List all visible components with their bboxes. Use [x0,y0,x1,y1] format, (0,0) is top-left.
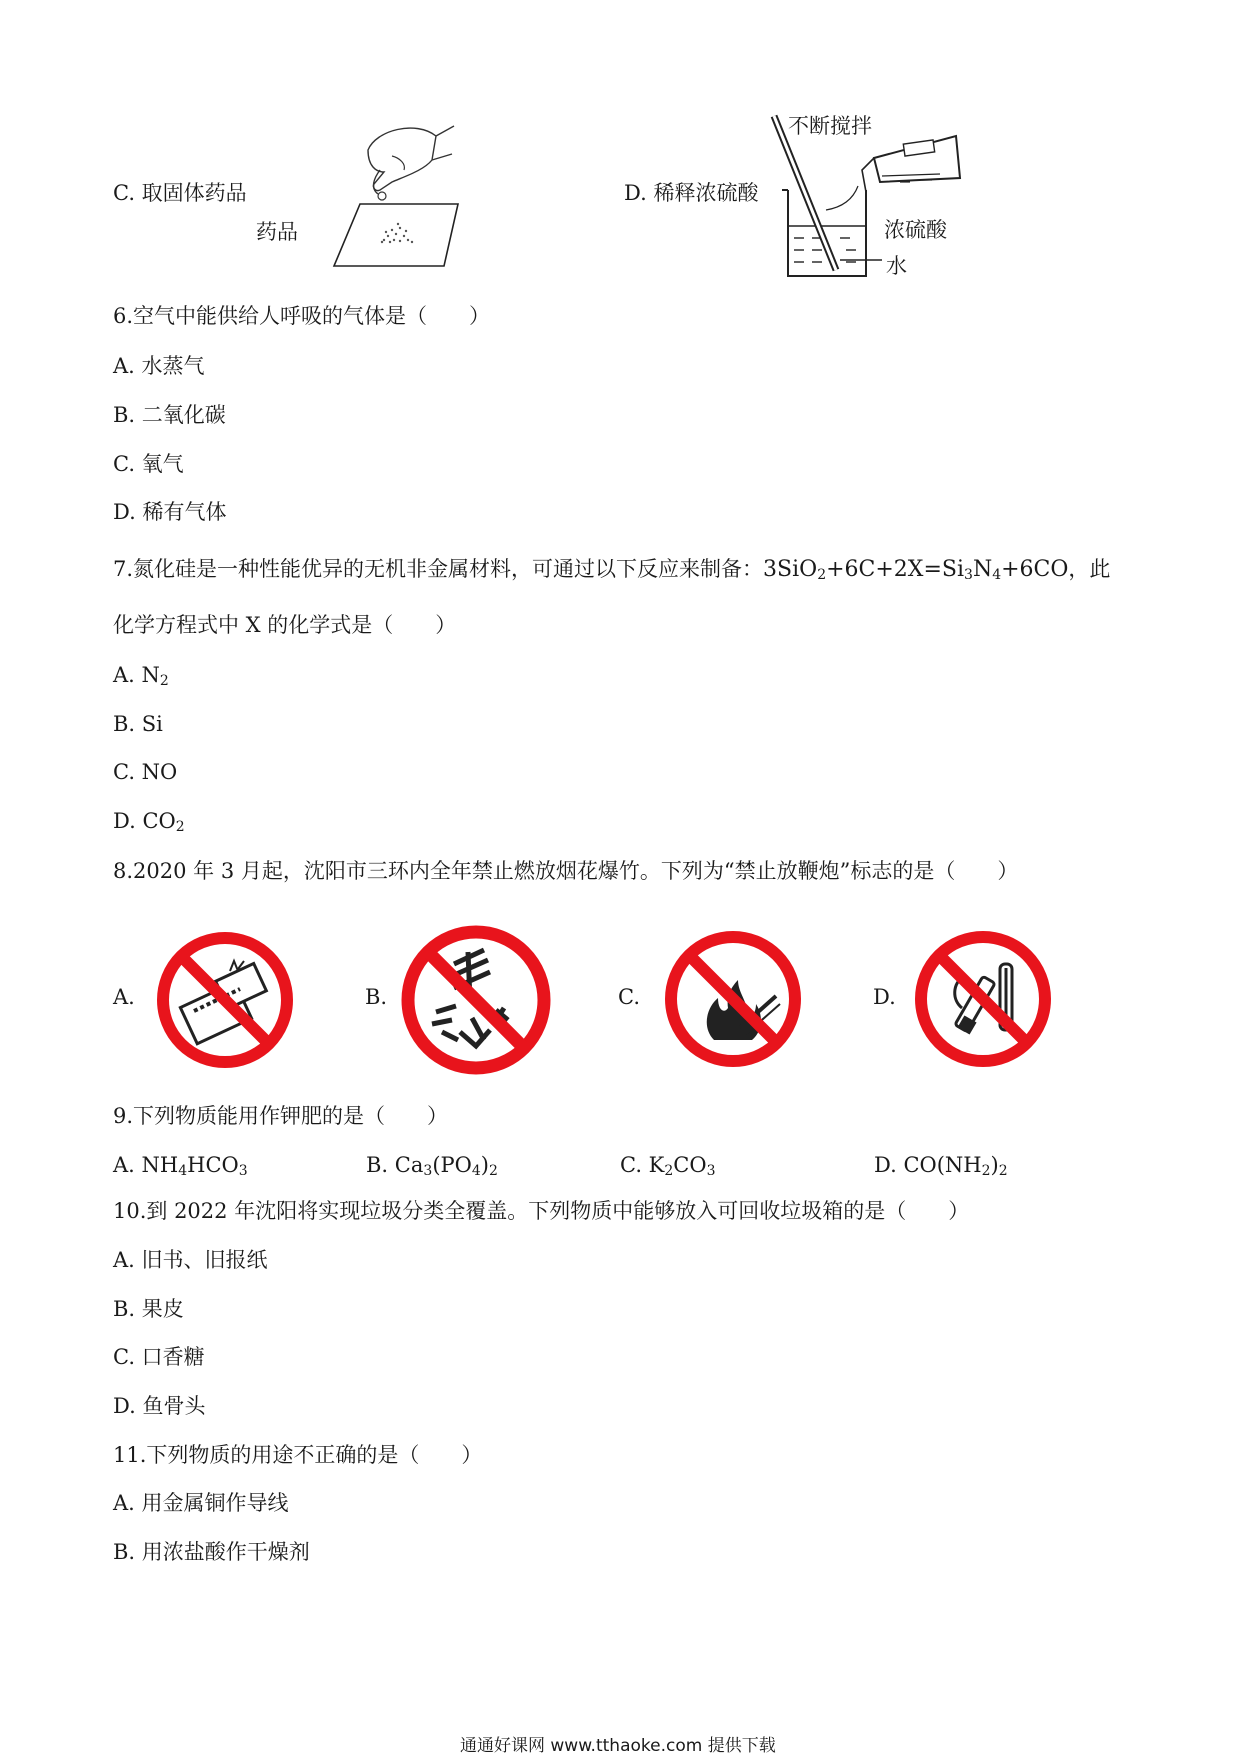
q7-equation: $3SiO_2+6C+2X=Si_3N_4+6CO$ [763,557,1069,583]
q11-option-a: A. 用金属铜作导线 [113,1491,289,1515]
q10-option-a: A. 旧书、旧报纸 [113,1248,268,1272]
q7-option-c: C. NO [113,760,178,784]
q6-option-c: C. 氧气 [113,452,184,476]
q8-stem: 8.2020 年 3 月起，沈阳市三环内全年禁止燃放烟花爆竹。下列为“禁止放鞭炮”标志的是（ ） [113,859,1019,883]
q7-stem-line1 [113,556,1110,583]
q7-stem-b: ，此 [1068,557,1111,581]
page-footer: 通通好课网 www.tthaoke.com 提供下载 [460,1736,776,1756]
q7-stem-a: 7.氮化硅是一种性能优异的无机非金属材料，可通过以下反应来制备： [113,557,764,581]
q7-stem-line2: 化学方程式中 X 的化学式是（ ） [113,613,457,637]
q6-option-d: D. 稀有气体 [113,500,227,524]
q8-option-b-label: B. [365,985,388,1009]
q10-option-d: D. 鱼骨头 [113,1394,206,1418]
q8-option-d-label: D. [873,985,896,1009]
q10-stem: 10.到 2022 年沈阳将实现垃圾分类全覆盖。下列物质中能够放入可回收垃圾箱的是（ ） [113,1199,970,1223]
q8-option-a-label: A. [113,985,135,1009]
q10-option-c: C. 口香糖 [113,1345,205,1369]
q11-option-b: B. 用浓盐酸作干燥剂 [113,1540,310,1564]
q9-stem: 9.下列物质能用作钾肥的是（ ） [113,1104,449,1128]
q5-optd-label-stir: 不断搅拌 [788,114,872,138]
q8-option-c-label: C. [618,985,640,1009]
q7-option-b: B. Si [113,712,163,736]
q10-option-b: B. 果皮 [113,1297,184,1321]
q5-optd-label-water: 水 [886,254,907,278]
q9-option-c: C. $K_2CO_3$ [620,1153,716,1179]
q5-option-c: C. 取固体药品 [113,181,247,205]
q9-option-d: D. $CO(NH_2)_2$ [874,1153,1008,1179]
q6-option-a: A. 水蒸气 [113,354,205,378]
q5-optc-figure-label: 药品 [256,220,298,244]
q11-stem: 11.下列物质的用途不正确的是（ ） [113,1443,483,1467]
q7-option-a: A. $N_2$ [113,663,169,689]
q9-option-a: A. $NH_4HCO_3$ [113,1153,248,1179]
no-firecrackers-sign-icon [396,920,556,1080]
q6-option-b: B. 二氧化碳 [113,403,226,427]
no-matches-sign-icon [150,925,300,1075]
no-open-flame-sign-icon [658,924,808,1074]
q5-optd-label-acid: 浓硫酸 [884,218,947,242]
hand-taking-solid-icon [296,120,466,270]
no-smoking-sign-icon [908,924,1058,1074]
q7-option-d: D. $CO_2$ [113,809,185,835]
q5-option-d: D. 稀释浓硫酸 [624,181,759,205]
q9-option-b: B. $Ca_3(PO_4)_2$ [366,1153,498,1179]
q6-stem: 6.空气中能供给人呼吸的气体是（ ） [113,304,491,328]
